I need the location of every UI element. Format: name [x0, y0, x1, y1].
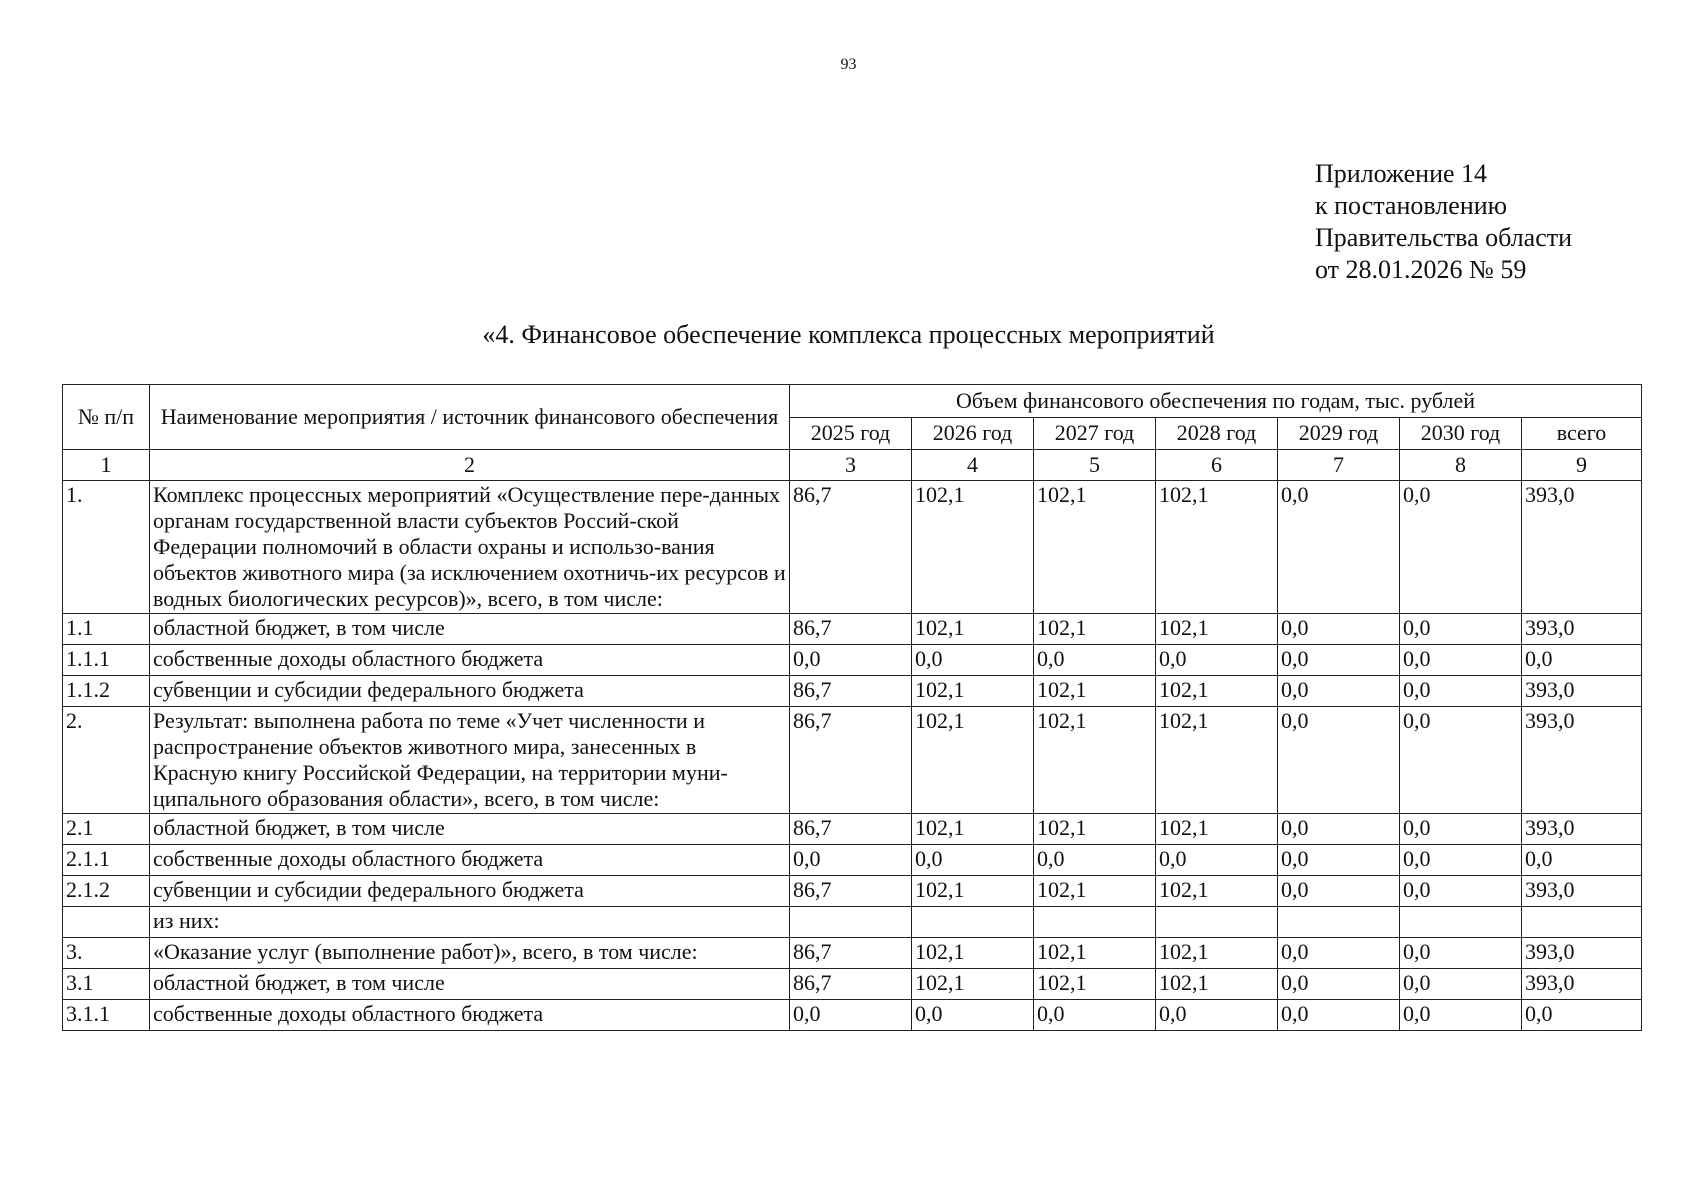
value-cell: 0,0: [1400, 676, 1522, 707]
value-cell: 0,0: [1522, 845, 1642, 876]
column-numbers-row: [63, 450, 1642, 481]
header-year: 2026 год: [912, 417, 1034, 450]
header-year: 2030 год: [1400, 417, 1522, 450]
appendix-block: [1315, 158, 1572, 286]
row-name-cell: из них:: [150, 907, 790, 938]
appendix-date-line: от 28.01.2026 № 59: [1315, 255, 1527, 284]
value-cell: 102,1: [1034, 481, 1156, 614]
row-number-cell: 2.1.2: [63, 876, 150, 907]
value-cell: 102,1: [912, 938, 1034, 969]
value-cell: 0,0: [1278, 845, 1400, 876]
value-cell: 102,1: [912, 876, 1034, 907]
appendix-line: Приложение 14: [1315, 159, 1488, 188]
value-cell: [1400, 907, 1522, 938]
header-num: № п/п: [63, 385, 150, 450]
value-cell: 0,0: [790, 1000, 912, 1031]
value-cell: 393,0: [1522, 969, 1642, 1000]
column-number-cell: 2: [150, 450, 790, 481]
value-cell: 86,7: [790, 481, 912, 614]
row-name-cell: субвенции и субсидии федерального бюджета: [150, 876, 790, 907]
value-cell: 393,0: [1522, 938, 1642, 969]
financing-table: [62, 384, 1642, 1031]
document-title: «4. Финансовое обеспечение комплекса процессных мероприятий: [482, 320, 1215, 349]
value-cell: 102,1: [1156, 676, 1278, 707]
value-cell: 0,0: [1522, 645, 1642, 676]
table-row: [63, 645, 1642, 676]
row-number-cell: 1.: [63, 481, 150, 614]
value-cell: 0,0: [1034, 1000, 1156, 1031]
row-name-cell: субвенции и субсидии федерального бюджета: [150, 676, 790, 707]
value-cell: 0,0: [1278, 938, 1400, 969]
value-cell: 102,1: [1156, 707, 1278, 814]
header-year: 2029 год: [1278, 417, 1400, 450]
page-number: 93: [840, 56, 857, 73]
value-cell: 86,7: [790, 938, 912, 969]
value-cell: 102,1: [1156, 876, 1278, 907]
row-number-cell: 2.1.1: [63, 845, 150, 876]
value-cell: 86,7: [790, 676, 912, 707]
value-cell: [912, 907, 1034, 938]
column-number-cell: 3: [790, 450, 912, 481]
row-number-cell: 1.1.2: [63, 676, 150, 707]
value-cell: 102,1: [1156, 481, 1278, 614]
row-number-cell: 1.1.1: [63, 645, 150, 676]
table-row: [63, 481, 1642, 614]
value-cell: 0,0: [1278, 969, 1400, 1000]
value-cell: 86,7: [790, 707, 912, 814]
value-cell: 0,0: [1156, 845, 1278, 876]
value-cell: 0,0: [1400, 845, 1522, 876]
row-name-cell: Результат: выполнена работа по теме «Учет численности и распространение объектов животного мира, занесенных в Красную книгу Российской Федерации, на территории муни-ципального образования области», всего, в том числе:: [150, 707, 790, 814]
value-cell: 393,0: [1522, 876, 1642, 907]
value-cell: 86,7: [790, 876, 912, 907]
value-cell: 0,0: [912, 1000, 1034, 1031]
row-name-cell: областной бюджет, в том числе: [150, 814, 790, 845]
value-cell: 86,7: [790, 814, 912, 845]
table-row: [63, 1000, 1642, 1031]
value-cell: 102,1: [912, 614, 1034, 645]
value-cell: [1034, 907, 1156, 938]
value-cell: 0,0: [1278, 707, 1400, 814]
value-cell: 0,0: [1400, 645, 1522, 676]
value-cell: 102,1: [912, 707, 1034, 814]
row-name-cell: Комплекс процессных мероприятий «Осуществление пере-данных органам государственной власти субъектов Россий-ской Федерации полномочий в области охраны и использо-вания объектов животного мира (за исключением охотничь-их ресурсов и водных биологических ресурсов)», всего, в том числе:: [150, 481, 790, 614]
header-volume: Объем финансового обеспечения по годам, тыс. рублей: [790, 385, 1642, 418]
column-number-cell: 4: [912, 450, 1034, 481]
value-cell: [1156, 907, 1278, 938]
table-row: [63, 876, 1642, 907]
value-cell: 0,0: [1156, 1000, 1278, 1031]
value-cell: 0,0: [1278, 614, 1400, 645]
column-number-cell: 9: [1522, 450, 1642, 481]
value-cell: 0,0: [1278, 1000, 1400, 1031]
value-cell: 102,1: [912, 814, 1034, 845]
row-number-cell: 2.1: [63, 814, 150, 845]
value-cell: 0,0: [1400, 969, 1522, 1000]
value-cell: 102,1: [1034, 614, 1156, 645]
value-cell: 0,0: [1278, 814, 1400, 845]
header-year: 2028 год: [1156, 417, 1278, 450]
table-row: [63, 676, 1642, 707]
value-cell: 0,0: [1278, 481, 1400, 614]
value-cell: 393,0: [1522, 614, 1642, 645]
value-cell: 0,0: [790, 845, 912, 876]
value-cell: 0,0: [1400, 1000, 1522, 1031]
value-cell: 0,0: [1034, 645, 1156, 676]
row-number-cell: 3.1.1: [63, 1000, 150, 1031]
column-number-cell: 8: [1400, 450, 1522, 481]
table-row: [63, 614, 1642, 645]
value-cell: 102,1: [1034, 707, 1156, 814]
row-name-cell: «Оказание услуг (выполнение работ)», всего, в том числе:: [150, 938, 790, 969]
value-cell: 102,1: [1034, 969, 1156, 1000]
value-cell: 102,1: [1156, 814, 1278, 845]
value-cell: 393,0: [1522, 814, 1642, 845]
value-cell: 0,0: [1400, 707, 1522, 814]
value-cell: 102,1: [1034, 876, 1156, 907]
value-cell: 393,0: [1522, 707, 1642, 814]
value-cell: 102,1: [912, 481, 1034, 614]
row-number-cell: 1.1: [63, 614, 150, 645]
value-cell: 0,0: [1278, 645, 1400, 676]
row-name-cell: областной бюджет, в том числе: [150, 614, 790, 645]
value-cell: 393,0: [1522, 481, 1642, 614]
value-cell: 0,0: [1400, 938, 1522, 969]
value-cell: 102,1: [1034, 938, 1156, 969]
value-cell: 0,0: [790, 645, 912, 676]
value-cell: 102,1: [912, 676, 1034, 707]
appendix-line: Правительства области: [1315, 223, 1573, 252]
value-cell: [1278, 907, 1400, 938]
value-cell: 0,0: [1278, 876, 1400, 907]
appendix-line: к постановлению: [1315, 191, 1508, 220]
header-name: Наименование мероприятия / источник финансового обеспечения: [150, 385, 790, 450]
column-number-cell: 5: [1034, 450, 1156, 481]
value-cell: 102,1: [1034, 676, 1156, 707]
header-year: всего: [1522, 417, 1642, 450]
value-cell: 0,0: [1400, 614, 1522, 645]
row-number-cell: 3.1: [63, 969, 150, 1000]
value-cell: 102,1: [1156, 969, 1278, 1000]
value-cell: 393,0: [1522, 676, 1642, 707]
table-row: [63, 814, 1642, 845]
row-name-cell: собственные доходы областного бюджета: [150, 645, 790, 676]
table-row: [63, 907, 1642, 938]
value-cell: 0,0: [1278, 676, 1400, 707]
value-cell: 0,0: [1400, 876, 1522, 907]
header-row: [63, 385, 1642, 418]
row-name-cell: собственные доходы областного бюджета: [150, 845, 790, 876]
row-number-cell: 3.: [63, 938, 150, 969]
table-row: [63, 845, 1642, 876]
value-cell: 86,7: [790, 969, 912, 1000]
row-name-cell: областной бюджет, в том числе: [150, 969, 790, 1000]
header-year: 2025 год: [790, 417, 912, 450]
value-cell: [790, 907, 912, 938]
value-cell: 102,1: [912, 969, 1034, 1000]
row-number-cell: 2.: [63, 707, 150, 814]
value-cell: 0,0: [1400, 481, 1522, 614]
value-cell: 102,1: [1156, 614, 1278, 645]
table-row: [63, 969, 1642, 1000]
value-cell: 0,0: [1156, 645, 1278, 676]
row-number-cell: [63, 907, 150, 938]
value-cell: 0,0: [1522, 1000, 1642, 1031]
value-cell: 86,7: [790, 614, 912, 645]
header-year: 2027 год: [1034, 417, 1156, 450]
value-cell: [1522, 907, 1642, 938]
column-number-cell: 6: [1156, 450, 1278, 481]
value-cell: 102,1: [1034, 814, 1156, 845]
column-number-cell: 1: [63, 450, 150, 481]
value-cell: 0,0: [912, 845, 1034, 876]
row-name-cell: собственные доходы областного бюджета: [150, 1000, 790, 1031]
table-row: [63, 938, 1642, 969]
table-row: [63, 707, 1642, 814]
value-cell: 0,0: [1034, 845, 1156, 876]
value-cell: 102,1: [1156, 938, 1278, 969]
value-cell: 0,0: [1400, 814, 1522, 845]
column-number-cell: 7: [1278, 450, 1400, 481]
value-cell: 0,0: [912, 645, 1034, 676]
